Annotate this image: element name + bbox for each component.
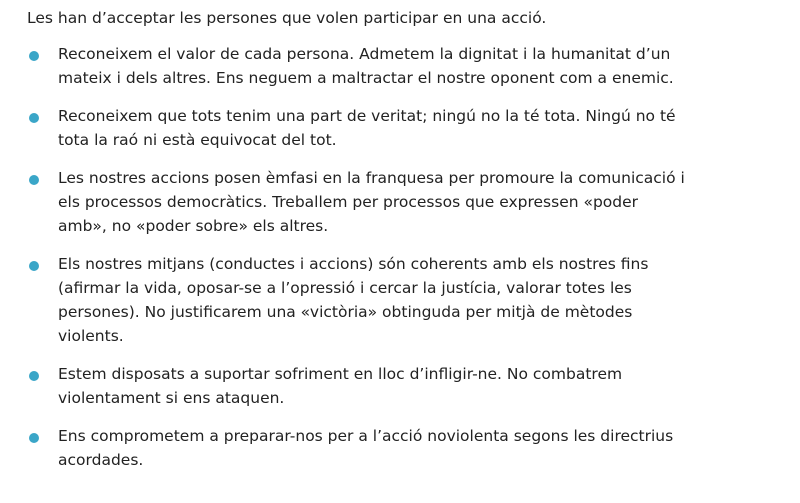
intro-text: Les han d’acceptar les persones que volen participar en una acció. bbox=[27, 9, 547, 27]
list-item-text-line: Les nostres accions posen èmfasi en la franquesa per promoure la comunicació i bbox=[58, 169, 685, 187]
list-item-text-line: persones). No justificarem una «victòria» obtinguda per mitjà de mètodes bbox=[58, 303, 633, 321]
list-item-text-line: Estem disposats a suportar sofriment en lloc d’infligir-ne. No combatrem bbox=[58, 365, 623, 383]
list-item-text-line: violents. bbox=[58, 327, 124, 345]
list-item bbox=[27, 42, 758, 90]
list-item-text-line: amb», no «poder sobre» els altres. bbox=[58, 217, 329, 235]
list-item bbox=[27, 252, 758, 348]
list-item-text-line: Els nostres mitjans (conductes i accions) són coherents amb els nostres fins bbox=[58, 255, 649, 273]
list-item bbox=[27, 362, 758, 410]
list-item-text-line: acordades. bbox=[58, 451, 144, 469]
list-item-text-line: tota la raó ni està equivocat del tot. bbox=[58, 131, 337, 149]
list-item-text-line: violentament si ens ataquen. bbox=[58, 389, 285, 407]
list-item-text-line: Reconeixem el valor de cada persona. Admetem la dignitat i la humanitat d’un bbox=[58, 45, 671, 63]
list-item-text-line: mateix i dels altres. Ens neguem a maltractar el nostre oponent com a enemic. bbox=[58, 69, 674, 87]
circle-bullet-icon bbox=[29, 51, 39, 61]
list-item-text-line: Reconeixem que tots tenim una part de veritat; ningú no la té tota. Ningú no té bbox=[58, 107, 676, 125]
list-item bbox=[27, 424, 758, 472]
circle-bullet-icon bbox=[29, 433, 39, 443]
circle-bullet-icon bbox=[29, 371, 39, 381]
list-item-text-line: els processos democràtics. Treballem per processos que expressen «poder bbox=[58, 193, 639, 211]
list-item bbox=[27, 166, 758, 238]
principles-list bbox=[27, 42, 780, 472]
circle-bullet-icon bbox=[29, 175, 39, 185]
list-item-text-line: Ens comprometem a preparar-nos per a l’acció noviolenta segons les directrius bbox=[58, 427, 674, 445]
circle-bullet-icon bbox=[29, 113, 39, 123]
list-item bbox=[27, 104, 758, 152]
list-item-text-line: (afirmar la vida, oposar-se a l’opressió i cercar la justícia, valorar totes les bbox=[58, 279, 632, 297]
circle-bullet-icon bbox=[29, 261, 39, 271]
